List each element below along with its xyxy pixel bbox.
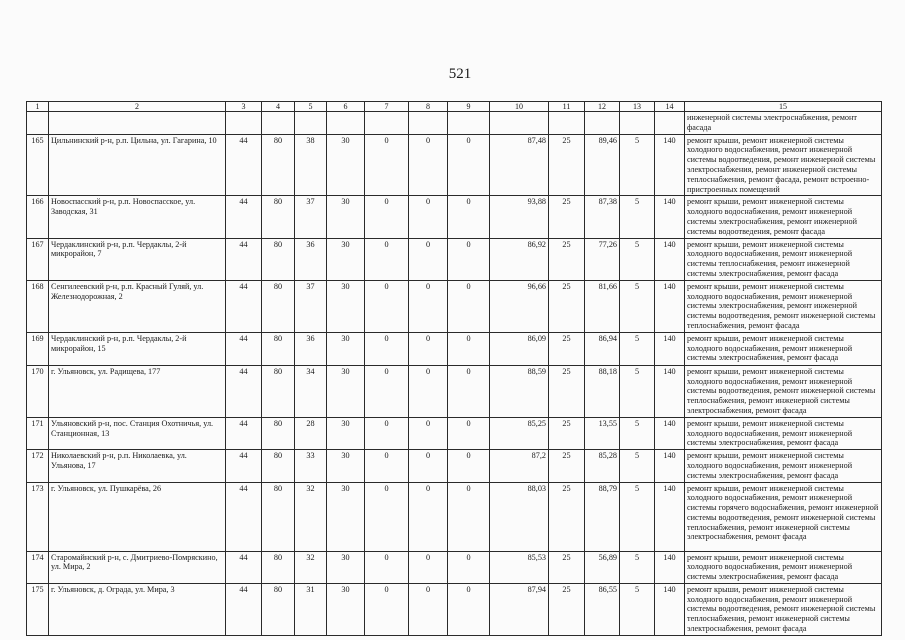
column-header: 6 xyxy=(327,102,365,112)
value-cell: 0 xyxy=(365,482,409,551)
table-row xyxy=(27,417,882,449)
value-cell: 5 xyxy=(620,583,655,635)
value-cell: 86,92 xyxy=(490,238,549,280)
data-table xyxy=(26,101,882,636)
address-cell: г. Ульяновск, ул. Пушкарёва, 26 xyxy=(49,482,226,551)
value-cell: 87,2 xyxy=(490,450,549,482)
value-cell: 44 xyxy=(226,583,262,635)
value-cell: 25 xyxy=(549,583,585,635)
column-header: 15 xyxy=(685,102,882,112)
column-header: 2 xyxy=(49,102,226,112)
value-cell: 44 xyxy=(226,238,262,280)
value-cell: 81,66 xyxy=(585,280,620,332)
table-row xyxy=(27,583,882,635)
works-cell: ремонт крыши, ремонт инженерной системы холодного водоснабжения, ремонт инженерной системы электроснабжения, ремонт инженерной системы водоотведения, ремонт фасада xyxy=(685,196,882,238)
value-cell: 0 xyxy=(365,196,409,238)
value-cell: 30 xyxy=(327,332,365,365)
value-cell: 80 xyxy=(262,196,295,238)
value-cell: 25 xyxy=(549,134,585,196)
value-cell: 33 xyxy=(295,450,327,482)
value-cell: 80 xyxy=(262,280,295,332)
value-cell: 0 xyxy=(448,417,490,449)
works-cell: ремонт крыши, ремонт инженерной системы холодного водоснабжения, ремонт инженерной системы водоотведения, ремонт инженерной системы теплоснабжения, ремонт инженерной системы электроснабжения, ремонт фасада xyxy=(685,583,882,635)
value-cell: 0 xyxy=(409,134,448,196)
value-cell: 80 xyxy=(262,332,295,365)
address-cell: Ульяновский р-н, пос. Станция Охотничья, ул. Станционная, 13 xyxy=(49,417,226,449)
value-cell: 87,94 xyxy=(490,583,549,635)
value-cell: 32 xyxy=(295,551,327,583)
address-cell: Старомайнский р-н, с. Дмитриево-Помряскино, ул. Мира, 2 xyxy=(49,551,226,583)
value-cell: 0 xyxy=(448,583,490,635)
value-cell: 140 xyxy=(655,280,685,332)
page-number: 521 xyxy=(448,66,472,82)
value-cell: 44 xyxy=(226,450,262,482)
value-cell: 56,89 xyxy=(585,551,620,583)
value-cell: 25 xyxy=(549,450,585,482)
works-cell: ремонт крыши, ремонт инженерной системы холодного водоснабжения, ремонт инженерной системы теплоснабжения, ремонт инженерной системы электроснабжения, ремонт фасада xyxy=(685,238,882,280)
value-cell: 25 xyxy=(549,196,585,238)
row-number-cell: 168 xyxy=(27,280,49,332)
row-number-cell: 175 xyxy=(27,583,49,635)
value-cell: 140 xyxy=(655,450,685,482)
works-cell: инженерной системы электроснабжения, ремонт фасада xyxy=(685,112,882,135)
value-cell: 86,94 xyxy=(585,332,620,365)
value-cell: 25 xyxy=(549,238,585,280)
value-cell: 0 xyxy=(409,417,448,449)
value-cell: 0 xyxy=(448,332,490,365)
column-header: 4 xyxy=(262,102,295,112)
value-cell: 5 xyxy=(620,134,655,196)
column-header: 11 xyxy=(549,102,585,112)
value-cell: 34 xyxy=(295,365,327,417)
value-cell: 0 xyxy=(409,196,448,238)
value-cell: 80 xyxy=(262,417,295,449)
table-row xyxy=(27,365,882,417)
value-cell: 0 xyxy=(409,280,448,332)
address-cell: Чердаклинский р-н, р.п. Чердаклы, 2-й микрорайон, 7 xyxy=(49,238,226,280)
value-cell: 0 xyxy=(409,365,448,417)
value-cell: 86,09 xyxy=(490,332,549,365)
value-cell: 88,18 xyxy=(585,365,620,417)
row-number-cell: 167 xyxy=(27,238,49,280)
column-header: 8 xyxy=(409,102,448,112)
continuation-row xyxy=(27,112,882,135)
value-cell: 37 xyxy=(295,196,327,238)
value-cell: 5 xyxy=(620,417,655,449)
value-cell: 44 xyxy=(226,196,262,238)
value-cell: 80 xyxy=(262,450,295,482)
value-cell: 5 xyxy=(620,196,655,238)
value-cell: 44 xyxy=(226,280,262,332)
value-cell: 80 xyxy=(262,551,295,583)
value-cell: 80 xyxy=(262,134,295,196)
column-header: 12 xyxy=(585,102,620,112)
works-cell: ремонт крыши, ремонт инженерной системы холодного водоснабжения, ремонт инженерной системы электроснабжения, ремонт фасада xyxy=(685,417,882,449)
value-cell: 30 xyxy=(327,583,365,635)
value-cell: 44 xyxy=(226,551,262,583)
value-cell: 28 xyxy=(295,417,327,449)
works-cell: ремонт крыши, ремонт инженерной системы холодного водоснабжения, ремонт инженерной системы водоотведения, ремонт инженерной системы электроснабжения, ремонт инженерной системы теплоснабжения, ремонт фасада, ремонт встроенно-пристроенных помещений xyxy=(685,134,882,196)
works-cell: ремонт крыши, ремонт инженерной системы холодного водоснабжения, ремонт инженерной системы горячего водоснабжения, ремонт инженерной системы водоотведения, ремонт инженерной системы теплоснабжения, ремонт инженерной системы электроснабжения, ремонт фасада xyxy=(685,482,882,551)
value-cell: 30 xyxy=(327,450,365,482)
value-cell: 37 xyxy=(295,280,327,332)
value-cell: 5 xyxy=(620,482,655,551)
value-cell: 140 xyxy=(655,332,685,365)
value-cell: 140 xyxy=(655,482,685,551)
value-cell: 36 xyxy=(295,332,327,365)
address-cell: Новоспасский р-н, р.п. Новоспасское, ул. Заводская, 31 xyxy=(49,196,226,238)
column-header: 9 xyxy=(448,102,490,112)
column-header: 7 xyxy=(365,102,409,112)
value-cell: 96,66 xyxy=(490,280,549,332)
value-cell: 85,25 xyxy=(490,417,549,449)
value-cell: 0 xyxy=(409,450,448,482)
value-cell: 5 xyxy=(620,238,655,280)
value-cell: 0 xyxy=(448,482,490,551)
row-number-cell: 165 xyxy=(27,134,49,196)
value-cell: 0 xyxy=(365,365,409,417)
value-cell: 38 xyxy=(295,134,327,196)
value-cell: 25 xyxy=(549,280,585,332)
value-cell: 140 xyxy=(655,196,685,238)
table-row xyxy=(27,551,882,583)
value-cell: 5 xyxy=(620,450,655,482)
value-cell: 44 xyxy=(226,332,262,365)
value-cell: 77,26 xyxy=(585,238,620,280)
works-cell: ремонт крыши, ремонт инженерной системы холодного водоснабжения, ремонт инженерной системы электроснабжения, ремонт фасада xyxy=(685,450,882,482)
value-cell: 0 xyxy=(365,583,409,635)
value-cell: 80 xyxy=(262,583,295,635)
value-cell: 0 xyxy=(409,551,448,583)
value-cell: 5 xyxy=(620,332,655,365)
value-cell: 88,79 xyxy=(585,482,620,551)
value-cell: 0 xyxy=(448,196,490,238)
value-cell: 44 xyxy=(226,134,262,196)
value-cell: 0 xyxy=(365,450,409,482)
column-header: 1 xyxy=(27,102,49,112)
table-row xyxy=(27,280,882,332)
value-cell: 0 xyxy=(409,583,448,635)
value-cell: 80 xyxy=(262,482,295,551)
value-cell: 30 xyxy=(327,365,365,417)
value-cell: 30 xyxy=(327,196,365,238)
value-cell: 44 xyxy=(226,365,262,417)
value-cell: 25 xyxy=(549,482,585,551)
value-cell: 0 xyxy=(448,365,490,417)
value-cell: 44 xyxy=(226,417,262,449)
header-row xyxy=(27,102,882,112)
table-row xyxy=(27,332,882,365)
address-cell: Николаевский р-н, р.п. Николаевка, ул. Ульянова, 17 xyxy=(49,450,226,482)
value-cell: 88,03 xyxy=(490,482,549,551)
row-number-cell: 166 xyxy=(27,196,49,238)
value-cell: 0 xyxy=(365,134,409,196)
row-number-cell: 172 xyxy=(27,450,49,482)
column-header: 5 xyxy=(295,102,327,112)
address-cell: г. Ульяновск, д. Ограда, ул. Мира, 3 xyxy=(49,583,226,635)
value-cell: 25 xyxy=(549,417,585,449)
row-number-cell: 169 xyxy=(27,332,49,365)
value-cell: 36 xyxy=(295,238,327,280)
value-cell: 88,59 xyxy=(490,365,549,417)
value-cell: 140 xyxy=(655,238,685,280)
value-cell: 0 xyxy=(448,134,490,196)
value-cell: 0 xyxy=(365,238,409,280)
address-cell: Чердаклинский р-н, р.п. Чердаклы, 2-й микрорайон, 15 xyxy=(49,332,226,365)
value-cell: 140 xyxy=(655,417,685,449)
row-number-cell: 170 xyxy=(27,365,49,417)
table-row xyxy=(27,238,882,280)
value-cell: 0 xyxy=(448,551,490,583)
value-cell: 0 xyxy=(365,280,409,332)
address-cell: Цильнинский р-н, р.п. Цильна, ул. Гагарина, 10 xyxy=(49,134,226,196)
value-cell: 93,88 xyxy=(490,196,549,238)
value-cell: 89,46 xyxy=(585,134,620,196)
value-cell: 140 xyxy=(655,365,685,417)
value-cell: 0 xyxy=(409,332,448,365)
value-cell: 30 xyxy=(327,280,365,332)
value-cell: 30 xyxy=(327,417,365,449)
value-cell: 0 xyxy=(409,482,448,551)
row-number-cell: 174 xyxy=(27,551,49,583)
value-cell: 140 xyxy=(655,583,685,635)
value-cell: 25 xyxy=(549,551,585,583)
value-cell: 30 xyxy=(327,482,365,551)
value-cell: 140 xyxy=(655,134,685,196)
value-cell: 0 xyxy=(365,417,409,449)
value-cell: 30 xyxy=(327,551,365,583)
value-cell: 30 xyxy=(327,134,365,196)
address-cell: г. Ульяновск, ул. Радищева, 177 xyxy=(49,365,226,417)
column-header: 14 xyxy=(655,102,685,112)
value-cell: 85,28 xyxy=(585,450,620,482)
value-cell: 0 xyxy=(409,238,448,280)
value-cell: 25 xyxy=(549,332,585,365)
value-cell: 31 xyxy=(295,583,327,635)
value-cell: 86,55 xyxy=(585,583,620,635)
address-cell: Сенгилеевский р-н, р.п. Красный Гуляй, ул. Железнодорожная, 2 xyxy=(49,280,226,332)
table-row xyxy=(27,196,882,238)
value-cell: 0 xyxy=(365,332,409,365)
value-cell: 0 xyxy=(448,280,490,332)
value-cell: 80 xyxy=(262,238,295,280)
value-cell: 87,38 xyxy=(585,196,620,238)
value-cell: 0 xyxy=(365,551,409,583)
column-header: 10 xyxy=(490,102,549,112)
value-cell: 85,53 xyxy=(490,551,549,583)
works-cell: ремонт крыши, ремонт инженерной системы холодного водоснабжения, ремонт инженерной системы электроснабжения, ремонт фасада xyxy=(685,551,882,583)
works-cell: ремонт крыши, ремонт инженерной системы холодного водоснабжения, ремонт инженерной системы электроснабжения, ремонт инженерной системы водоотведения, ремонт инженерной системы теплоснабжения, ремонт фасада xyxy=(685,280,882,332)
value-cell: 5 xyxy=(620,365,655,417)
value-cell: 30 xyxy=(327,238,365,280)
column-header: 13 xyxy=(620,102,655,112)
value-cell: 0 xyxy=(448,450,490,482)
table-row xyxy=(27,134,882,196)
value-cell: 80 xyxy=(262,365,295,417)
value-cell: 13,55 xyxy=(585,417,620,449)
value-cell: 25 xyxy=(549,365,585,417)
value-cell: 32 xyxy=(295,482,327,551)
value-cell: 44 xyxy=(226,482,262,551)
value-cell: 5 xyxy=(620,280,655,332)
works-cell: ремонт крыши, ремонт инженерной системы холодного водоснабжения, ремонт инженерной системы электроснабжения, ремонт фасада xyxy=(685,332,882,365)
row-number-cell: 171 xyxy=(27,417,49,449)
table-row xyxy=(27,482,882,551)
value-cell: 5 xyxy=(620,551,655,583)
table-row xyxy=(27,450,882,482)
column-header: 3 xyxy=(226,102,262,112)
row-number-cell: 173 xyxy=(27,482,49,551)
value-cell: 140 xyxy=(655,551,685,583)
works-cell: ремонт крыши, ремонт инженерной системы холодного водоснабжения, ремонт инженерной системы водоотведения, ремонт инженерной системы теплоснабжения, ремонт инженерной системы электроснабжения, ремонт фасада xyxy=(685,365,882,417)
value-cell: 87,48 xyxy=(490,134,549,196)
value-cell: 0 xyxy=(448,238,490,280)
